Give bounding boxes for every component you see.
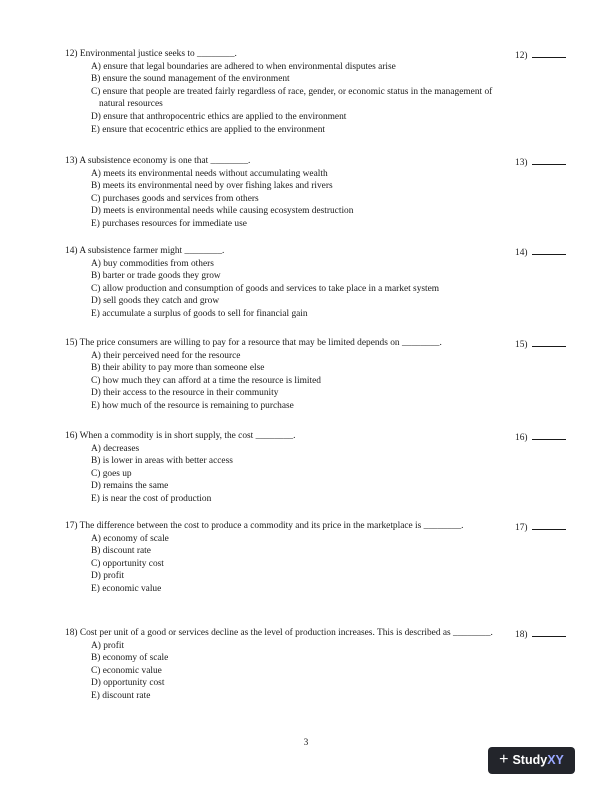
option-e: E) purchases resources for immediate use (91, 218, 247, 229)
option-b: B) economy of scale (91, 653, 169, 664)
question-stem: 15) The price consumers are willing to pay for a resource that may be limited depends on ________. (65, 338, 442, 348)
option-c: C) economic value (91, 665, 162, 676)
option-c: C) allow production and consumption of goods and services to take place in a market system (91, 283, 440, 294)
answer-number: 15) (515, 340, 528, 350)
question-17 (65, 520, 577, 596)
option-c: C) purchases goods and services from others (91, 193, 259, 204)
answer-number: 18) (515, 630, 528, 640)
option-c: C) how much they can afford at a time the resource is limited (91, 375, 321, 386)
answer-options (65, 350, 577, 413)
answer-number: 17) (515, 523, 528, 533)
option-d: D) their access to the resource in their community (91, 388, 279, 399)
answer-blank (515, 48, 577, 63)
option-a: A) economy of scale (91, 533, 169, 544)
option-b: B) discount rate (91, 546, 151, 557)
answer-options (65, 533, 577, 596)
option-b: B) ensure the sound management of the environment (91, 74, 290, 85)
option-a: A) decreases (91, 443, 140, 454)
option-a: A) their perceived need for the resource (91, 350, 241, 361)
option-d: D) sell goods they catch and grow (91, 296, 220, 307)
option-d: D) ensure that anthropocentric ethics are applied to the environment (91, 111, 347, 122)
option-e: E) economic value (91, 583, 162, 594)
answer-line (532, 48, 566, 58)
answer-options (65, 61, 577, 137)
question-stem: 18) Cost per unit of a good or services decline as the level of production increases. This is described as ________. (65, 628, 493, 638)
answer-number: 12) (515, 51, 528, 61)
answer-line (532, 627, 566, 637)
option-c: C) goes up (91, 468, 132, 479)
question-14 (65, 245, 577, 321)
answer-options (65, 258, 577, 321)
question-12 (65, 48, 577, 136)
answer-options (65, 640, 577, 703)
studyxy-logo[interactable] (488, 747, 575, 774)
answer-blank (515, 245, 577, 260)
answer-line (532, 245, 566, 255)
answer-line (532, 155, 566, 165)
option-d: D) remains the same (91, 481, 169, 492)
option-c: C) opportunity cost (91, 558, 164, 569)
option-d: D) opportunity cost (91, 678, 165, 689)
question-stem: 17) The difference between the cost to produce a commodity and its price in the marketplace is ________. (65, 521, 464, 531)
option-e: E) ensure that ecocentric ethics are applied to the environment (91, 124, 326, 135)
option-a: A) meets its environmental needs without accumulating wealth (91, 168, 328, 179)
option-d: D) profit (91, 571, 125, 582)
question-15 (65, 337, 577, 413)
question-stem: 12) Environmental justice seeks to ________. (65, 49, 237, 59)
answer-line (532, 337, 566, 347)
answer-blank (515, 520, 577, 535)
option-e: E) discount rate (91, 690, 151, 701)
answer-blank (515, 627, 577, 642)
answer-number: 13) (515, 158, 528, 168)
option-d: D) meets is environmental needs while causing ecosystem destruction (91, 206, 354, 217)
option-b: B) their ability to pay more than someone else (91, 363, 265, 374)
option-b: B) is lower in areas with better access (91, 456, 233, 467)
option-b: B) meets its environmental need by over fishing lakes and rivers (91, 181, 333, 192)
brand-name: StudyXY (512, 753, 564, 768)
answer-number: 16) (515, 433, 528, 443)
answer-line (532, 430, 566, 440)
plus-icon: + (499, 750, 509, 768)
answer-number: 14) (515, 248, 528, 258)
question-16 (65, 430, 577, 506)
question-stem: 16) When a commodity is in short supply, the cost ________. (65, 431, 296, 441)
option-e: E) how much of the resource is remaining to purchase (91, 400, 294, 411)
answer-blank (515, 155, 577, 170)
answer-blank (515, 337, 577, 352)
option-e: E) is near the cost of production (91, 493, 212, 504)
answer-options (65, 443, 577, 506)
answer-options (65, 168, 577, 231)
option-e: E) accumulate a surplus of goods to sell for financial gain (91, 308, 308, 319)
option-a: A) profit (91, 640, 125, 651)
answer-line (532, 520, 566, 530)
option-a: A) buy commodities from others (91, 258, 214, 269)
question-18 (65, 627, 577, 703)
question-13 (65, 155, 577, 231)
option-c: C) ensure that people are treated fairly regardless of race, gender, or economic status in the management of natural resources (91, 86, 493, 110)
page-number: 3 (303, 738, 309, 748)
answer-blank (515, 430, 577, 445)
option-a: A) ensure that legal boundaries are adhered to when environmental disputes arise (91, 61, 396, 72)
question-stem: 13) A subsistence economy is one that ________. (65, 156, 251, 166)
question-stem: 14) A subsistence farmer might ________. (65, 246, 225, 256)
option-b: B) barter or trade goods they grow (91, 271, 221, 282)
